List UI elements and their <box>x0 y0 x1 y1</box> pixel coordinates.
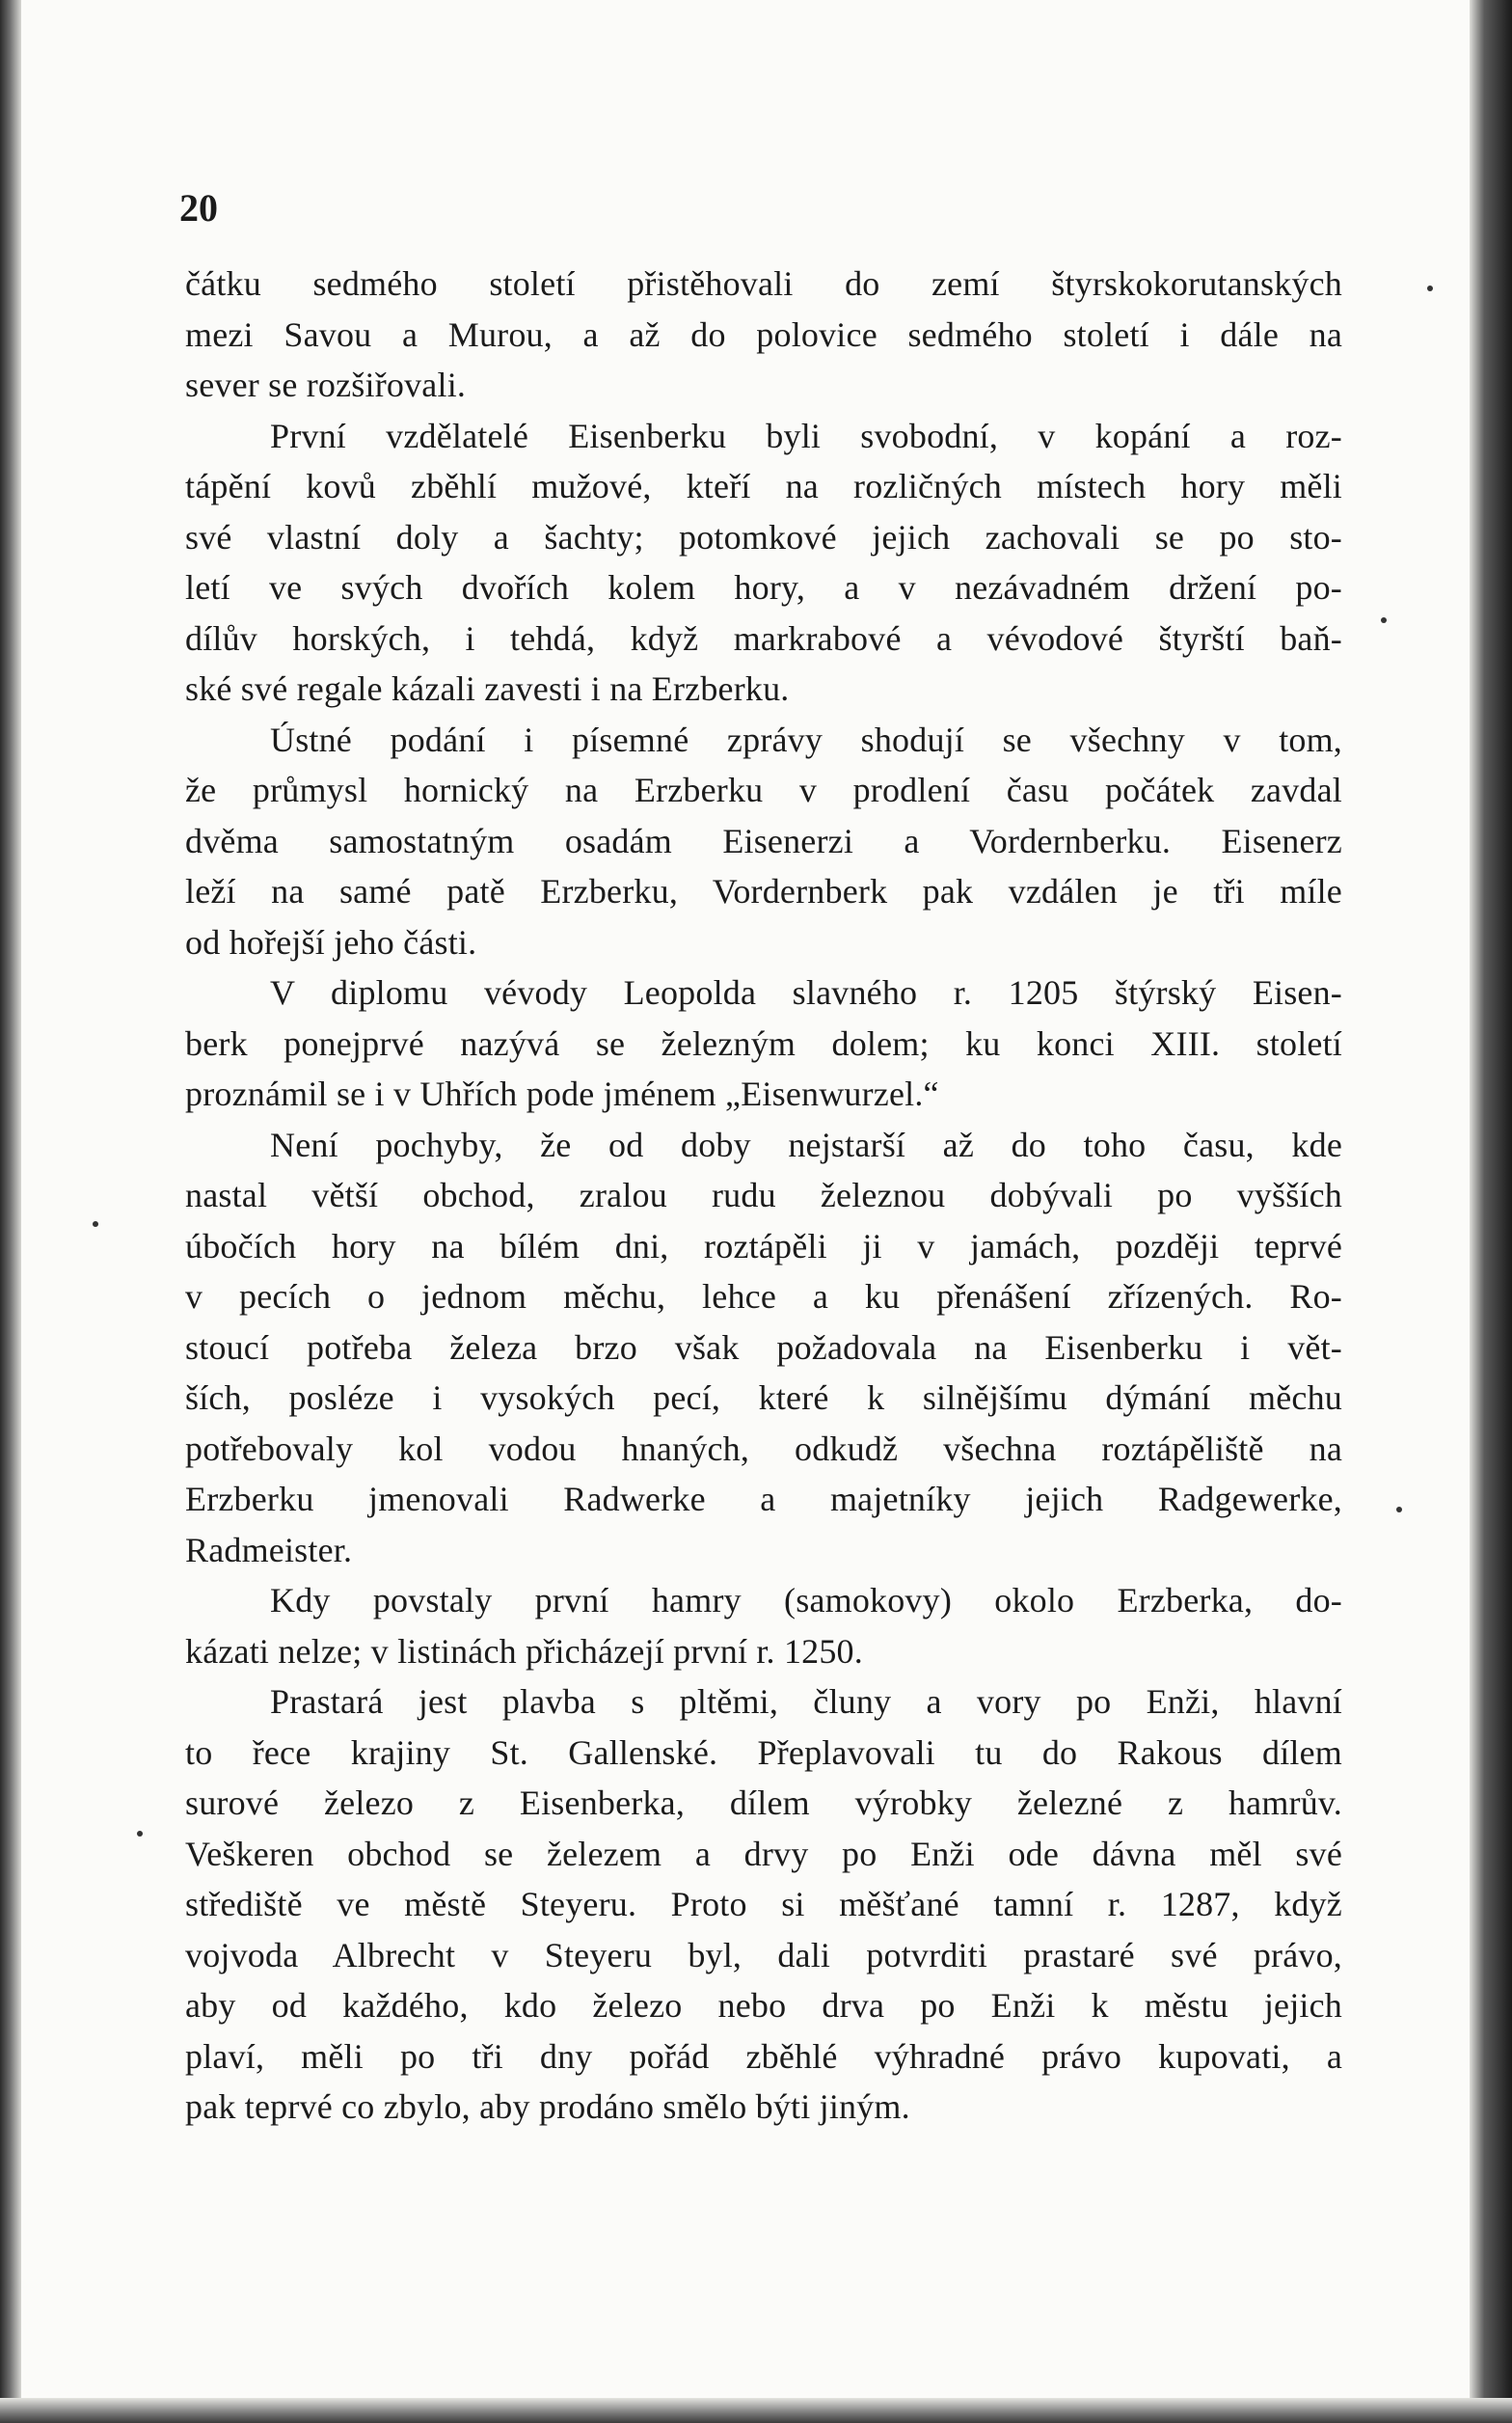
text-line: surové železo z Eisenberka, dílem výrobky železné z hamrův. <box>185 1783 1342 1822</box>
text-line: čátku sedmého století přistěhovali do zemí štyrskokorutanských <box>185 264 1342 303</box>
text-line: dvěma samostatným osadám Eisenerzi a Vordernberku. Eisenerz <box>185 821 1342 860</box>
text-line: nastal větší obchod, zralou rudu železnou dobývali po vyšších <box>185 1176 1342 1214</box>
body-text <box>185 259 1342 2133</box>
text-line: potřebovaly kol vodou hnaných, odkudž všechna roztápěliště na <box>185 1429 1342 1468</box>
scan-speck <box>1396 1507 1402 1512</box>
text-line: pak teprvé co zbylo, aby prodáno smělo býti jiným. <box>185 2087 910 2126</box>
text-line: Ústné podání i písemné zprávy shodují se všechny v tom, <box>270 720 1342 759</box>
text-line: V diplomu vévody Leopolda slavného r. 1205 štýrský Eisen- <box>270 973 1342 1012</box>
text-line: Není pochyby, že od doby nejstarší až do toho času, kde <box>270 1125 1342 1164</box>
text-line: Erzberku jmenovali Radwerke a majetníky jejich Radgewerke, <box>185 1480 1342 1518</box>
scan-speck <box>137 1831 143 1837</box>
text-line: vojvoda Albrecht v Steyeru byl, dali potvrditi prastaré své právo, <box>185 1935 1342 1974</box>
text-line: První vzdělatelé Eisenberku byli svobodní, v kopání a roz- <box>270 416 1342 455</box>
text-line: aby od každého, kdo železo nebo drva po Enži k městu jejich <box>185 1986 1342 2025</box>
text-line: tápění kovů zběhlí mužové, kteří na rozličných místech hory měli <box>185 467 1342 505</box>
scan-speck <box>93 1221 98 1227</box>
page-left-edge-shadow <box>0 0 21 2423</box>
page-number: 20 <box>179 186 218 230</box>
text-line: stoucí potřeba železa brzo však požadovala na Eisenberku i vět- <box>185 1327 1342 1367</box>
text-line: střediště ve městě Steyeru. Proto si měšťané tamní r. 1287, když <box>185 1885 1342 1923</box>
text-line: sever se rozšiřovali. <box>185 366 467 404</box>
text-line: Radmeister. <box>185 1530 353 1569</box>
page-bottom-edge-shadow <box>0 2398 1512 2423</box>
text-line: plaví, měli po tři dny pořád zběhlé výhradné právo kupovati, a <box>185 2036 1342 2076</box>
text-line: Prastará jest plavba s pltěmi, čluny a vory po Enži, hlavní <box>270 1682 1342 1721</box>
scan-speck <box>1427 286 1433 291</box>
text-line: to řece krajiny St. Gallenské. Přeplavovali tu do Rakous dílem <box>185 1732 1342 1772</box>
text-line: letí ve svých dvořích kolem hory, a v nezávadném držení po- <box>185 568 1342 607</box>
text-line: ské své regale kázali zavesti i na Erzberku. <box>185 669 790 708</box>
text-line: mezi Savou a Murou, a až do polovice sedmého století i dále na <box>185 314 1342 354</box>
text-line: berk ponejprvé nazývá se železným dolem; ku konci XIII. století <box>185 1023 1342 1063</box>
text-line: své vlastní doly a šachty; potomkové jejich zachovali se po sto- <box>185 517 1342 557</box>
text-line: od hořejší jeho části. <box>185 922 477 962</box>
text-line: leží na samé patě Erzberku, Vordernberk pak vzdálen je tři míle <box>185 872 1342 911</box>
text-line: dílův horských, i tehdá, když markrabové a vévodové štyrští baň- <box>185 618 1342 658</box>
text-line: Veškeren obchod se železem a drvy po Enži ode dávna měl své <box>185 1834 1342 1873</box>
text-line: že průmysl hornický na Erzberku v prodlení času počátek zavdal <box>185 771 1342 809</box>
text-line: ších, posléze i vysokých pecí, které k silnějšímu dýmání měchu <box>185 1378 1342 1417</box>
text-line: proznámil se i v Uhřích pode jménem „Eisenwurzel.“ <box>185 1075 939 1113</box>
text-line: úbočích hory na bílém dni, roztápěli ji v jamách, později teprvé <box>185 1226 1342 1266</box>
text-line: v pecích o jednom měchu, lehce a ku přenášení zřízených. Ro- <box>185 1277 1342 1316</box>
text-line: kázati nelze; v listinách přicházejí první r. 1250. <box>185 1631 863 1671</box>
scan-speck <box>1381 617 1387 623</box>
text-line: Kdy povstaly první hamry (samokovy) okolo Erzberka, do- <box>270 1581 1342 1620</box>
page-right-edge-shadow <box>1470 0 1512 2423</box>
